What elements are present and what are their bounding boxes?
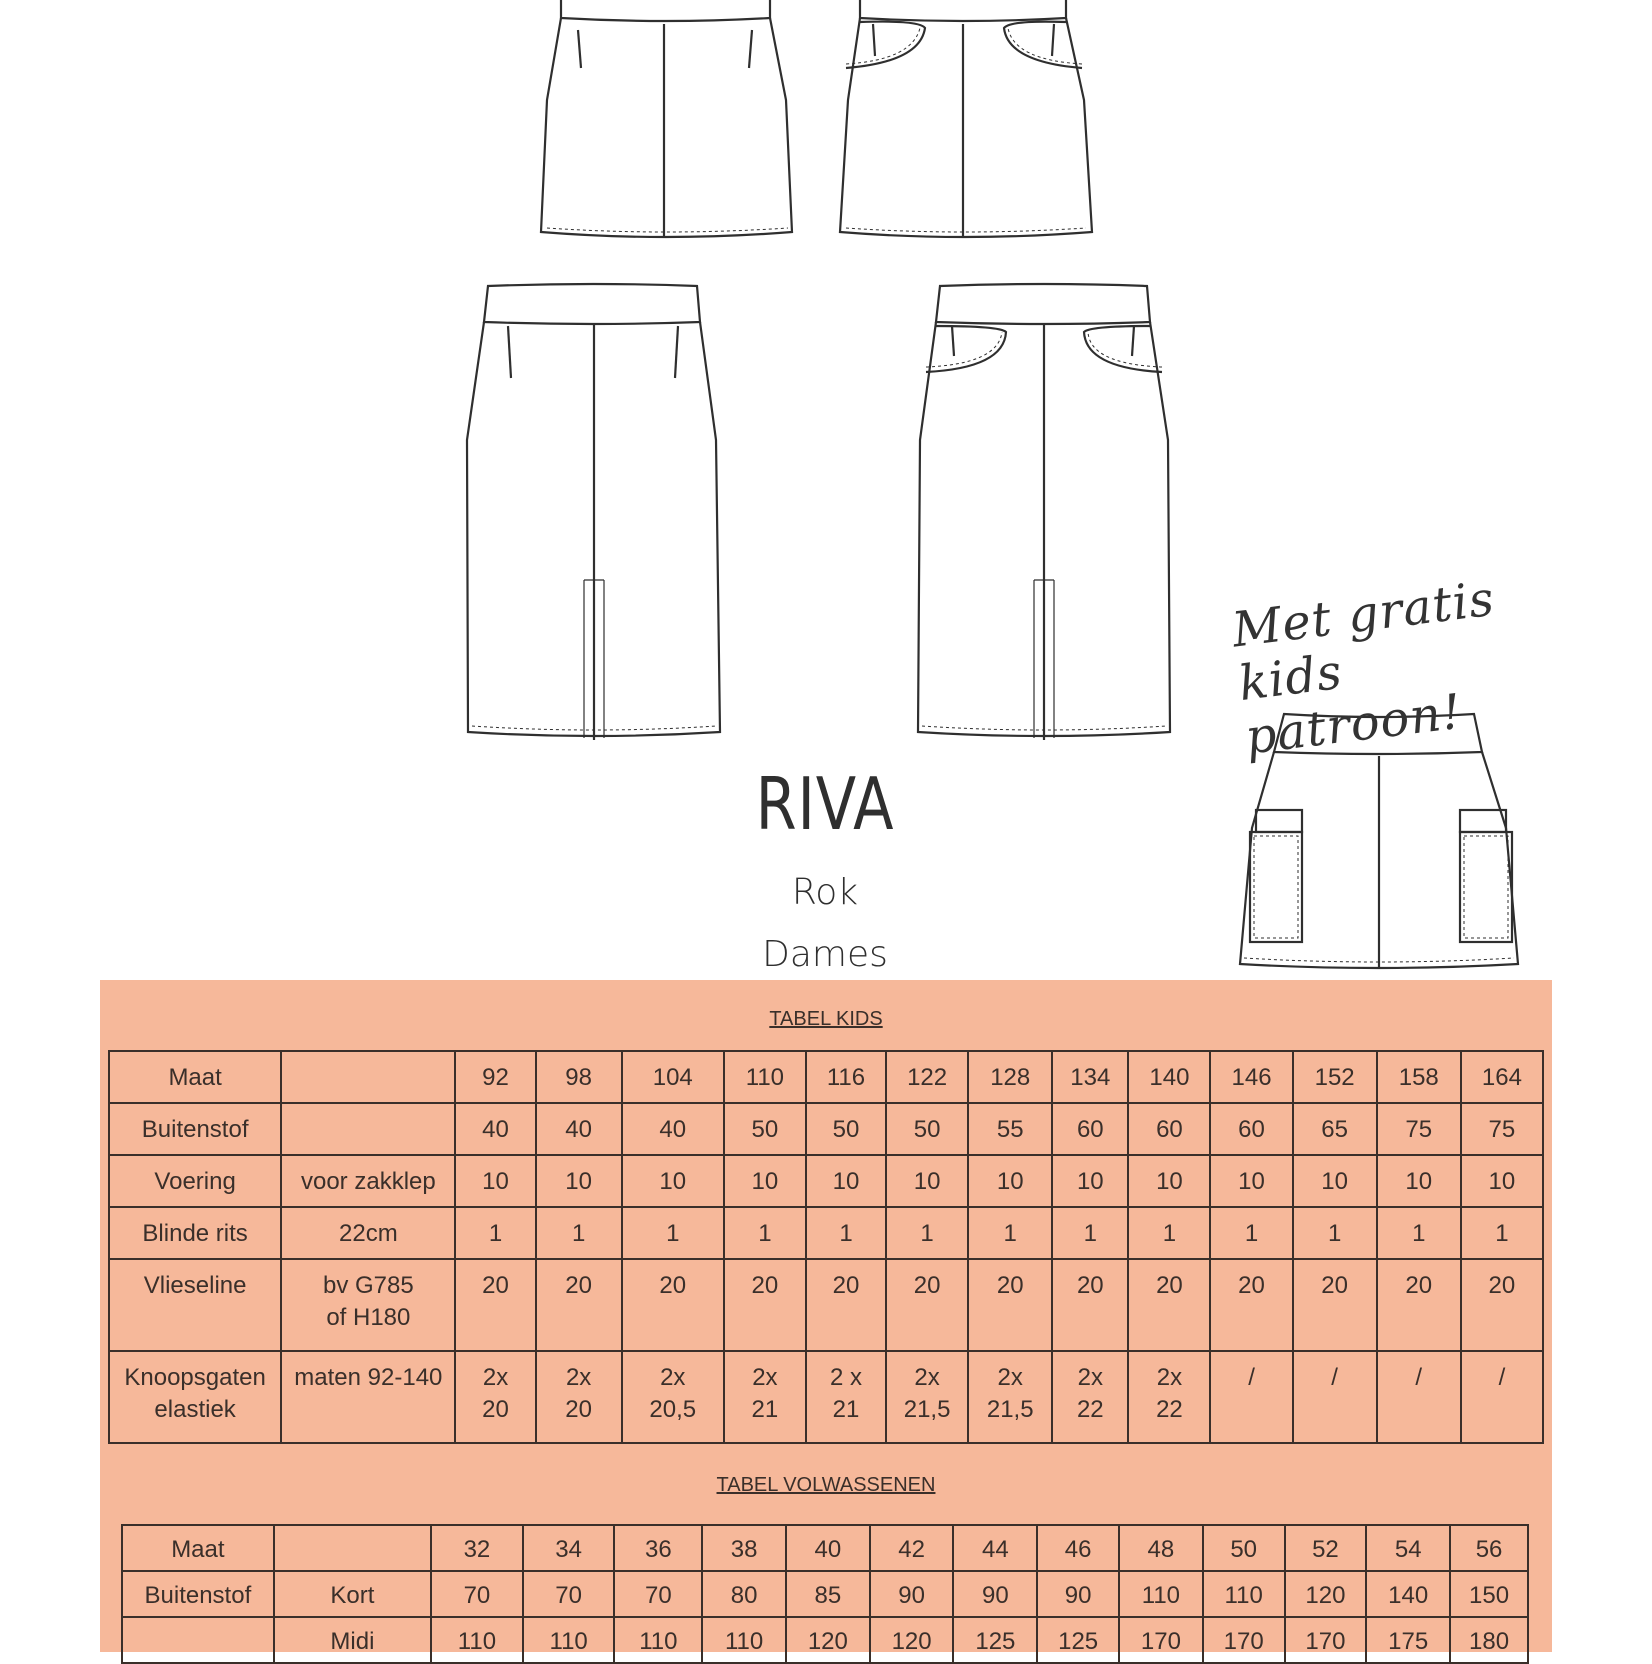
- table-cell: 150: [1450, 1571, 1528, 1617]
- table-cell: 60: [1128, 1103, 1210, 1155]
- midi-skirt-front-drawing: [918, 284, 1170, 740]
- row-label: Buitenstof: [122, 1571, 274, 1617]
- table-cell: 2x 20,5: [622, 1351, 724, 1443]
- table-cell: 32: [431, 1525, 523, 1571]
- table-cell: 1: [968, 1207, 1052, 1259]
- table-cell: 20: [1293, 1259, 1377, 1351]
- table-cell: 2x 22: [1128, 1351, 1210, 1443]
- table-cell: 10: [1377, 1155, 1461, 1207]
- table-cell: 10: [1210, 1155, 1292, 1207]
- table-cell: 2x 20: [455, 1351, 535, 1443]
- table-cell: 122: [886, 1051, 968, 1103]
- row-detail: [281, 1051, 455, 1103]
- table-cell: /: [1293, 1351, 1377, 1443]
- table-cell: 110: [1119, 1571, 1203, 1617]
- table-cell: 56: [1450, 1525, 1528, 1571]
- table-cell: 20: [1461, 1259, 1543, 1351]
- table-cell: 10: [968, 1155, 1052, 1207]
- table-cell: 10: [455, 1155, 535, 1207]
- table-cell: 104: [622, 1051, 724, 1103]
- table-cell: 10: [1461, 1155, 1543, 1207]
- table-cell: 46: [1037, 1525, 1119, 1571]
- table-cell: 170: [1203, 1617, 1285, 1663]
- table-cell: 1: [886, 1207, 968, 1259]
- pattern-title: RIVA: [755, 762, 895, 846]
- table-cell: 20: [1052, 1259, 1128, 1351]
- table-cell: 65: [1293, 1103, 1377, 1155]
- table-row: [109, 1259, 1543, 1351]
- adults-table-caption: TABEL VOLWASSENEN: [716, 1474, 936, 1496]
- table-cell: /: [1210, 1351, 1292, 1443]
- table-cell: 85: [786, 1571, 870, 1617]
- table-cell: 10: [886, 1155, 968, 1207]
- row-detail: Midi: [274, 1617, 431, 1663]
- row-label: Voering: [109, 1155, 281, 1207]
- table-cell: 140: [1128, 1051, 1210, 1103]
- table-cell: 125: [953, 1617, 1037, 1663]
- table-cell: 134: [1052, 1051, 1128, 1103]
- table-cell: 10: [1293, 1155, 1377, 1207]
- table-cell: 110: [702, 1617, 786, 1663]
- pattern-subtitle-rok: Rok: [791, 872, 859, 913]
- table-cell: 158: [1377, 1051, 1461, 1103]
- table-cell: 20: [536, 1259, 622, 1351]
- table-cell: 1: [536, 1207, 622, 1259]
- row-label: Maat: [122, 1525, 274, 1571]
- table-row: [109, 1351, 1543, 1443]
- row-label: Blinde rits: [109, 1207, 281, 1259]
- table-cell: 98: [536, 1051, 622, 1103]
- table-cell: 1: [455, 1207, 535, 1259]
- table-cell: 20: [1128, 1259, 1210, 1351]
- table-cell: 170: [1285, 1617, 1367, 1663]
- table-cell: 2x 21: [724, 1351, 806, 1443]
- table-cell: 1: [1461, 1207, 1543, 1259]
- row-label: Knoopsgaten elastiek: [109, 1351, 281, 1443]
- table-cell: 20: [806, 1259, 886, 1351]
- table-cell: 50: [886, 1103, 968, 1155]
- row-label: Vlieseline: [109, 1259, 281, 1351]
- table-cell: 40: [786, 1525, 870, 1571]
- table-cell: 50: [806, 1103, 886, 1155]
- table-cell: 110: [431, 1617, 523, 1663]
- table-cell: 10: [622, 1155, 724, 1207]
- table-cell: 1: [806, 1207, 886, 1259]
- table-cell: 1: [1210, 1207, 1292, 1259]
- table-cell: 90: [953, 1571, 1037, 1617]
- table-cell: 1: [1128, 1207, 1210, 1259]
- table-cell: 20: [622, 1259, 724, 1351]
- table-cell: 34: [523, 1525, 615, 1571]
- table-cell: 80: [702, 1571, 786, 1617]
- table-cell: 110: [523, 1617, 615, 1663]
- table-cell: 116: [806, 1051, 886, 1103]
- table-cell: 92: [455, 1051, 535, 1103]
- table-row: [109, 1103, 1543, 1155]
- row-detail: 22cm: [281, 1207, 455, 1259]
- table-row: [122, 1571, 1528, 1617]
- table-cell: 20: [455, 1259, 535, 1351]
- table-cell: 152: [1293, 1051, 1377, 1103]
- table-cell: 70: [614, 1571, 702, 1617]
- row-label: [122, 1617, 274, 1663]
- table-cell: 20: [968, 1259, 1052, 1351]
- table-cell: 10: [536, 1155, 622, 1207]
- table-cell: 20: [1210, 1259, 1292, 1351]
- short-skirt-back-drawing: [541, 0, 792, 238]
- table-row: [109, 1051, 1543, 1103]
- kids-table-caption: TABEL KIDS: [769, 1008, 883, 1030]
- table-cell: 110: [1203, 1571, 1285, 1617]
- table-cell: 180: [1450, 1617, 1528, 1663]
- table-cell: 60: [1052, 1103, 1128, 1155]
- table-cell: 70: [431, 1571, 523, 1617]
- short-skirt-front-drawing: [840, 0, 1092, 238]
- row-detail: voor zakklep: [281, 1155, 455, 1207]
- table-cell: 40: [622, 1103, 724, 1155]
- table-cell: 1: [1377, 1207, 1461, 1259]
- table-row: [122, 1525, 1528, 1571]
- table-cell: 1: [1293, 1207, 1377, 1259]
- promo-handwritten-text: Met gratis kids patroon!: [1229, 570, 1498, 766]
- table-cell: 128: [968, 1051, 1052, 1103]
- table-cell: 1: [1052, 1207, 1128, 1259]
- table-cell: 2x 21,5: [886, 1351, 968, 1443]
- table-cell: 2x 22: [1052, 1351, 1128, 1443]
- table-cell: 55: [968, 1103, 1052, 1155]
- table-cell: 10: [1052, 1155, 1128, 1207]
- table-cell: 10: [1128, 1155, 1210, 1207]
- table-cell: 2 x 21: [806, 1351, 886, 1443]
- row-label: Maat: [109, 1051, 281, 1103]
- table-cell: 75: [1377, 1103, 1461, 1155]
- table-cell: 2x 21,5: [968, 1351, 1052, 1443]
- table-cell: 140: [1366, 1571, 1450, 1617]
- table-row: [109, 1155, 1543, 1207]
- table-cell: 10: [724, 1155, 806, 1207]
- table-cell: 10: [806, 1155, 886, 1207]
- row-detail: Kort: [274, 1571, 431, 1617]
- table-cell: /: [1377, 1351, 1461, 1443]
- table-cell: 20: [1377, 1259, 1461, 1351]
- table-cell: 75: [1461, 1103, 1543, 1155]
- table-cell: 90: [870, 1571, 954, 1617]
- table-row: [122, 1617, 1528, 1663]
- kids-size-table: [108, 1050, 1544, 1444]
- table-cell: /: [1461, 1351, 1543, 1443]
- pattern-subtitle-dames: Dames: [762, 934, 888, 975]
- fabric-requirements-panel: [100, 980, 1552, 1655]
- table-cell: 50: [1203, 1525, 1285, 1571]
- table-cell: 50: [724, 1103, 806, 1155]
- row-label: Buitenstof: [109, 1103, 281, 1155]
- table-cell: 125: [1037, 1617, 1119, 1663]
- table-cell: 120: [1285, 1571, 1367, 1617]
- table-row: [109, 1207, 1543, 1259]
- table-cell: 175: [1366, 1617, 1450, 1663]
- table-cell: 1: [622, 1207, 724, 1259]
- midi-skirt-back-drawing: [467, 284, 720, 740]
- table-cell: 164: [1461, 1051, 1543, 1103]
- table-cell: 52: [1285, 1525, 1367, 1571]
- table-cell: 44: [953, 1525, 1037, 1571]
- table-cell: 120: [786, 1617, 870, 1663]
- table-cell: 1: [724, 1207, 806, 1259]
- row-detail: [281, 1103, 455, 1155]
- table-cell: 2x 20: [536, 1351, 622, 1443]
- table-cell: 60: [1210, 1103, 1292, 1155]
- row-detail: [274, 1525, 431, 1571]
- table-cell: 40: [455, 1103, 535, 1155]
- row-detail: bv G785 of H180: [281, 1259, 455, 1351]
- table-cell: 36: [614, 1525, 702, 1571]
- table-cell: 110: [614, 1617, 702, 1663]
- table-cell: 20: [886, 1259, 968, 1351]
- table-cell: 20: [724, 1259, 806, 1351]
- table-cell: 146: [1210, 1051, 1292, 1103]
- row-detail: maten 92-140: [281, 1351, 455, 1443]
- table-cell: 38: [702, 1525, 786, 1571]
- table-cell: 170: [1119, 1617, 1203, 1663]
- table-cell: 48: [1119, 1525, 1203, 1571]
- table-cell: 110: [724, 1051, 806, 1103]
- table-cell: 90: [1037, 1571, 1119, 1617]
- adults-size-table: [121, 1524, 1529, 1664]
- table-cell: 54: [1366, 1525, 1450, 1571]
- table-cell: 120: [870, 1617, 954, 1663]
- table-cell: 70: [523, 1571, 615, 1617]
- table-cell: 40: [536, 1103, 622, 1155]
- table-cell: 42: [870, 1525, 954, 1571]
